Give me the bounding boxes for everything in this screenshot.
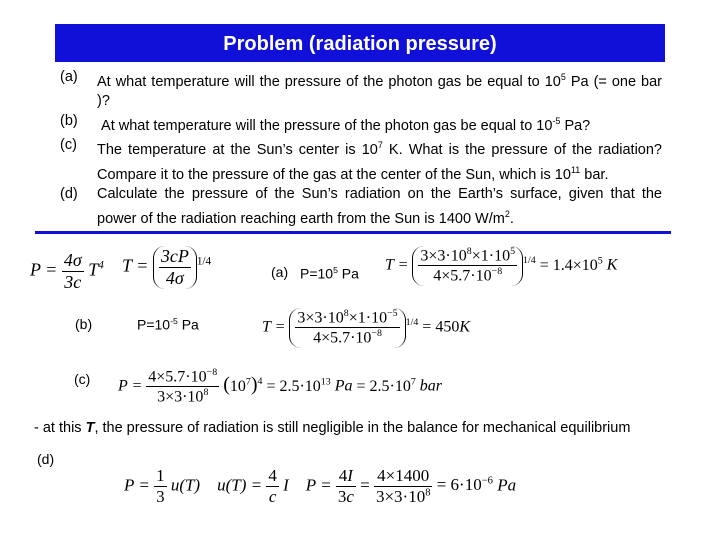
problem-c <box>60 136 662 185</box>
problem-text: The temperature at the Sun’s center is $10^7$ K. What is the pressure of the radiation? Compare it to the pressure of the gas at the center of the Sun, which is $10^{11}$ bar. <box>97 140 662 183</box>
result-d: P = $\frac{1}{3}$ u(T) u(T) = $\frac{4}{c}$ I P = $\frac{4I}{3c}$ = $\frac{4\times 1400}{3\times 3\cdot 10^8}$ = $6\cdot 10^{-6}$ Pa <box>124 466 517 506</box>
solution-label-d: (d) <box>37 451 55 467</box>
solution-label-b: (b) <box>75 316 93 332</box>
problem-d <box>60 185 662 229</box>
temperature-formula: T = $\frac{3cP}{4\sigma}$ $^{1/4}$ <box>122 246 212 288</box>
problem-b <box>60 112 662 136</box>
problem-text: Calculate the pressure of the Sun’s radiation on the Earth’s surface, given that the power of the radiation reaching earth from the Sun is 1400 $W/m^2$. <box>97 186 662 227</box>
pressure-formula: P = $\frac{4\sigma}{3c}$ $T^4$ <box>30 250 104 292</box>
condition-b: $P=10^{-5}$ Pa <box>137 316 199 333</box>
problem-text: At what temperature will the pressure of the photon gas be equal to $10^5$ Pa (= one bar )? <box>97 72 663 110</box>
equilibrium-note: - at this T, the pressure of radiation is still negligible in the balance for mechanical equilibrium <box>34 420 631 436</box>
result-c: P = $\frac{4\times 5.7\cdot 10^{-8}}{3\times 3\cdot 10^8}$ $(10^7)^4 = 2.5\cdot 10^{13}$ $Pa = 2.5\cdot 10^7$ bar <box>118 367 443 406</box>
condition-a: $P=10^5$ Pa <box>300 265 359 282</box>
problem-a <box>60 68 662 112</box>
slide-title: Problem (radiation pressure) <box>55 24 665 62</box>
problem-list <box>60 68 662 229</box>
result-b: T = $\frac{3\times 3\cdot 10^8\times 1\cdot 10^{-5}}{4\times 5.7\cdot 10^{-8}}$ $^{1/4}$ = 450K <box>262 308 470 347</box>
section-divider <box>35 231 671 234</box>
problem-text: At what temperature will the pressure of the photon gas be equal to $10^{-5}$ Pa? <box>97 116 591 134</box>
solution-label-a: (a) <box>271 264 289 280</box>
problem-label: (b) <box>60 113 78 130</box>
result-a: T = $\frac{3\times 3\cdot 10^8\times 1\cdot 10^5}{4\times 5.7\cdot 10^{-8}}$ $^{1/4} = 1.4\times 10^5$ K <box>385 246 618 285</box>
problem-label: (d) <box>60 186 78 203</box>
problem-label: (c) <box>60 137 77 154</box>
problem-label: (a) <box>60 69 78 85</box>
solution-label-c: (c) <box>74 371 91 387</box>
